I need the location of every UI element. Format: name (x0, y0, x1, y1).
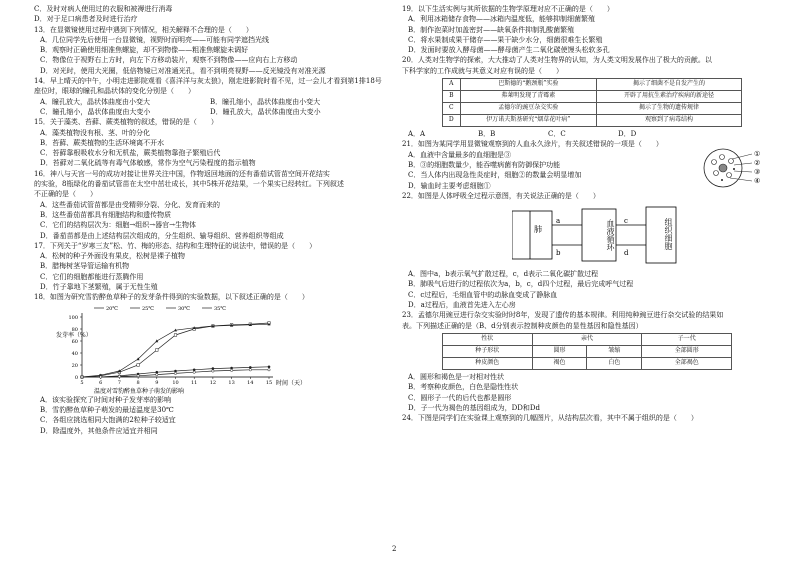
table-cell: 全部褐色 (642, 357, 732, 369)
data-point (81, 375, 83, 377)
option-text: A．松树的种子外面没有果皮，松树是裸子植物 (40, 252, 186, 261)
question-20-stem: 下科学家的工作成就与其意义对应有误的是（ ） (402, 66, 563, 75)
data-point (249, 368, 251, 370)
option-text: C．各组应挑选相同大饱满的2粒种子较适宜 (40, 416, 176, 425)
data-point (118, 375, 120, 377)
data-point (249, 366, 252, 369)
x-tick-label: 14 (247, 379, 254, 386)
table-cell: 种子形状 (443, 345, 533, 357)
table-cell: 开辟了用抗生素治疗疾病的新途径 (596, 91, 741, 103)
option-text: C．圆形子一代的后代也都是圆形 (408, 393, 512, 402)
x-tick-label: 10 (172, 379, 179, 386)
series-line (82, 324, 269, 377)
right-column (402, 4, 780, 423)
option-text: A．瞳孔放大，晶状体曲度由小变大 (40, 97, 151, 106)
table-row (443, 345, 732, 357)
option-text: A．图中a，b表示氧气扩散过程，c，d表示二氧化碳扩散过程 (408, 270, 599, 279)
option-text: C．及时对病人使用过的衣服和被褥进行消毒 (34, 5, 173, 13)
option-text: B．苔藓、蕨类植物的生活环境离不开水 (40, 138, 165, 147)
option-text: C．它们的细胞都能进行蒸腾作用 (40, 272, 144, 281)
data-point (212, 367, 215, 370)
question-21 (402, 139, 780, 190)
question-14-stem: 14．早上晴天的中午，小明走进影院观看《喜洋洋与灰太狼》，刚走进影院时看不见，过一会儿才看到第1排18号 (34, 77, 382, 86)
y-axis-label: 发芽率（%） (56, 331, 92, 339)
blood-circulation-label: 血液循环 (606, 219, 615, 252)
option-text: D．对光时，使用大光圈，低倍物镜已对准通光孔，看不到明亮视野——反光镜没有对准光源 (40, 66, 326, 75)
table-cell: 白色 (587, 357, 642, 369)
x-tick-label: 7 (117, 379, 121, 386)
option-text: C．将水果制成果干储存——果干缺少水分，细菌很难生长繁殖 (408, 35, 603, 44)
diagram-mark: d (624, 249, 629, 258)
option-text: D．番茄苗都是由上述结构层次组成的，分生组织、输导组织、营养组织等组成 (40, 231, 284, 240)
option-text: D．苔藓对二氧化硫等有毒气体敏感，常作为空气污染程度的指示植物 (40, 159, 256, 168)
x-tick-label: 9 (155, 379, 159, 386)
data-point (193, 368, 196, 371)
table-cell: 圆形 (532, 345, 587, 357)
data-point (268, 365, 271, 368)
question-23-stem: 表。下列描述正确的是（B、d分别表示控制种皮颜色的显性基因和隐性基因） (402, 321, 643, 330)
question-22-stem: 22．如图是人体呼吸全过程示意图，有关说法正确的是（ ） (402, 191, 600, 200)
data-point (174, 369, 177, 372)
table-cell: 子一代 (642, 333, 732, 345)
table-row (443, 357, 732, 369)
y-tick-label: 0 (74, 374, 78, 381)
x-tick-label: 13 (228, 379, 235, 386)
figure-label: ② (754, 159, 761, 168)
table-cell: 弗莱明发现了青霉素 (460, 91, 596, 103)
option-text: B．B (478, 130, 496, 139)
table-cell: 观察到了病毒结构 (596, 115, 741, 127)
chart-legend (94, 306, 226, 312)
x-tick-label: 15 (265, 379, 273, 386)
option-text: B．③的细胞数量少，能吞噬病菌有防御保护功能 (408, 160, 561, 169)
data-point (156, 371, 159, 374)
legend-label: 25℃ (142, 305, 154, 312)
option-row (34, 97, 389, 107)
option-text: C．物像位于视野右上方时，向左下方移动装片，观察不到物像——应向右上方移动 (40, 56, 298, 65)
table-cell: 种皮颜色 (443, 357, 533, 369)
diagram-mark: c (624, 217, 628, 226)
question-24-stem: 24．下图是同学们在实验课上观察到的几幅图片，从结构层次看，其中不属于组织的是（ ） (402, 414, 698, 423)
table-cell: 性状 (443, 333, 533, 345)
question-17-stem: 17．下列关于“岁寒三友”松、竹、梅的形态、结构和生理特征的说法中，错误的是（ ） (34, 241, 317, 250)
table-cell: 褐色 (532, 357, 587, 369)
option-text: D．发面时要放入酵母菌——酵母菌产生二氧化碳使馒头松软多孔 (408, 46, 610, 55)
option-text: A．圆形和褐色是一对相对性状 (408, 372, 505, 381)
x-tick-label: 8 (136, 379, 140, 386)
option-text: D．除温度外，其他条件应适宜并相同 (40, 426, 158, 435)
question-20-stem: 20．人类对生物学的探索，大大推动了人类对生物界的认知，为人类文明发展作出了极大的贡献。以 (402, 56, 712, 65)
option-text: A．血液中含量最多的血细胞是③ (408, 150, 512, 159)
table-cell: 巴斯德的“鹅颈瓶”实验 (460, 79, 596, 91)
table-row (443, 79, 742, 91)
page-number: 2 (392, 545, 397, 553)
table-cell: 全部圆形 (642, 345, 732, 357)
data-point (268, 368, 270, 370)
question-15-stem: 15．关于藻类、苔藓、蕨类植物的叙述，错误的是（ ） (34, 118, 218, 127)
option-text: B．腊梅树茎导管运输有机物 (40, 262, 130, 271)
scientist-table (442, 78, 742, 127)
table-row (443, 91, 742, 103)
y-tick-label: 60 (71, 338, 78, 345)
option-text: A．该实验探究了时间对种子发芽率的影响 (40, 395, 172, 404)
option-text: D．瞳孔放大，晶状体曲度由大变小 (210, 107, 321, 116)
question-16-stem: 16．神八与天宫一号的成功对接让世界关注中国，作物返回地面的还有番茄试管苗空间开花结实 (34, 169, 330, 178)
table-cell: 揭示了生物的遗传规律 (596, 103, 741, 115)
option-text: A．利用冰箱储存食物——冰箱内温度低，能够抑制细菌繁殖 (408, 15, 596, 24)
diagram-mark: a (556, 217, 561, 226)
x-tick-label: 12 (209, 379, 217, 386)
table-cell: D (443, 115, 461, 127)
chart-title: 温度对雪豹醉鱼草种子萌发的影响 (94, 387, 185, 395)
data-point (155, 339, 158, 342)
figure-label: ③ (754, 168, 761, 177)
option-text: D．D (618, 130, 637, 139)
respiration-diagram (402, 203, 780, 267)
table-cell: B (443, 91, 461, 103)
data-point (137, 374, 139, 376)
lung-label: 肺 (534, 225, 542, 235)
table-cell: 伊万诺夫斯基研究“烟草花叶病” (460, 115, 596, 127)
option-text: A．A (408, 130, 426, 139)
table-row (443, 103, 742, 115)
option-text: B．考察种皮颜色，白色是隐性性状 (408, 383, 519, 392)
figure-label: ① (754, 150, 761, 159)
y-tick-label: 40 (71, 350, 78, 357)
table-cell: 揭示了细菌不是自发产生的 (596, 79, 741, 91)
question-18-stem: 18．如图为研究雪豹醉鱼草种子的发芽条件得到的实验数据，以下叙述正确的是（ ） (34, 293, 309, 302)
option-text: A．藻类植物没有根、茎、叶的分化 (40, 128, 151, 137)
question-16-stem: 不正确的是（ ） (34, 190, 97, 199)
data-point (212, 369, 214, 371)
option-text: D．输血时主要考虑细胞① (408, 181, 491, 190)
table-row (443, 333, 732, 345)
option-text: A．几位同学先后使用一台显微镜，视野时而明亮——可能有同学遮挡光线 (40, 35, 270, 44)
data-point (156, 373, 158, 375)
pea-cross-table (442, 333, 732, 370)
question-13-stem: 13．在显微镜使用过程中遇到下列情况，相关解释不合理的是（ ） (34, 25, 253, 34)
chart-plot (81, 321, 271, 378)
x-axis-label: 时间（天） (276, 379, 307, 387)
option-text: D．a过程后，血液首先进入左心房 (408, 301, 516, 310)
option-text: C．瞳孔缩小，晶状体曲度由大变小 (40, 107, 151, 116)
question-16-stem: 的实验，8瓶绿化的番茄试管苗在太空中茁壮成长，其中5株开花结果，一个果实已经转红。下列叙述 (34, 180, 344, 189)
diagram-mark: b (556, 249, 561, 258)
table-cell: 皱缩 (587, 345, 642, 357)
y-tick-label: 80 (71, 326, 78, 333)
option-text: D．对于足口病患者及时进行治疗 (34, 15, 138, 24)
y-tick-label: 20 (71, 362, 78, 369)
legend-label: 20℃ (106, 305, 118, 312)
data-point (174, 372, 176, 374)
option-row (34, 107, 389, 117)
option-text: C．C (548, 130, 566, 139)
option-row (402, 129, 780, 139)
data-point (230, 369, 232, 371)
question-21-stem: 21．如图为某同学用显微镜观察到的人血永久涂片，有关叙述错误的一项是（ ） (402, 140, 663, 149)
option-text: B．瞳孔缩小，晶状体曲度由小变大 (210, 97, 321, 106)
option-text: A．这些番茄试管苗都是由受精卵分裂、分化、发育而来的 (40, 200, 221, 209)
x-tick-label: 5 (80, 379, 84, 386)
germination-chart (54, 303, 354, 395)
option-text: B．雪豹醉鱼草种子萌发的最适温度是30℃ (40, 405, 174, 414)
option-text: D．竹子靠地下茎繁殖，属于无性生殖 (40, 283, 158, 292)
table-cell: A (443, 79, 461, 91)
data-point (193, 371, 195, 373)
option-text: C．它们的结构层次为：细胞→组织→器官→生物体 (40, 221, 196, 230)
data-point (174, 333, 177, 336)
blood-smear-figure (702, 147, 778, 189)
data-point (230, 366, 233, 369)
option-text: C．苔藓靠根吸收水分和无机盐，蕨类植物靠孢子繁殖后代 (40, 149, 221, 158)
option-text: C．c过程后，毛细血管中的动脉血变成了静脉血 (408, 290, 558, 299)
option-text: C．当人体内出现急性炎症时，细胞②的数量会明显增加 (408, 171, 582, 180)
legend-label: 30℃ (178, 305, 190, 312)
figure-label: ④ (754, 177, 761, 186)
option-text: B．观察时正确使用细准焦螺旋，却不到物像——粗准焦螺旋未调好 (40, 46, 249, 55)
data-point (137, 363, 140, 366)
table-row (443, 115, 742, 127)
x-tick-label: 6 (99, 379, 103, 386)
question-19-stem: 19．以下生活实例与其所依据的生物学原理对应不正确的是（ ） (402, 5, 614, 13)
left-column (34, 4, 389, 436)
data-point (100, 375, 102, 377)
table-cell: 孟德尔的豌豆杂交实验 (460, 103, 596, 115)
option-text: B．肺吸气后进行的过程依次为a，b，c，d四个过程，最后完成呼气过程 (408, 280, 634, 289)
table-cell: C (443, 103, 461, 115)
option-text: B．制作泡菜时加盖密封——缺氧条件抑制乳酸菌繁殖 (408, 25, 575, 34)
option-text: B．这些番茄苗都具有细胞结构和遗传物质 (40, 210, 172, 219)
x-tick-label: 11 (191, 379, 198, 386)
tissue-cell-label: 组织细胞 (664, 218, 673, 251)
question-14-stem: 座位时，眼球的瞳孔和晶状体的变化分别是（ ） (34, 87, 195, 96)
data-point (156, 348, 159, 351)
legend-label: 35℃ (214, 305, 226, 312)
option-text: D．子一代为褐色的基因组成为，DD和Dd (408, 403, 540, 412)
question-23-stem: 23．孟德尔用豌豆进行杂交实验时时8年，发现了遗传的基本规律。利用纯种豌豆进行杂交试验的结果如 (402, 311, 724, 320)
table-cell: 亲代 (532, 333, 642, 345)
y-tick-label: 100 (68, 314, 78, 321)
